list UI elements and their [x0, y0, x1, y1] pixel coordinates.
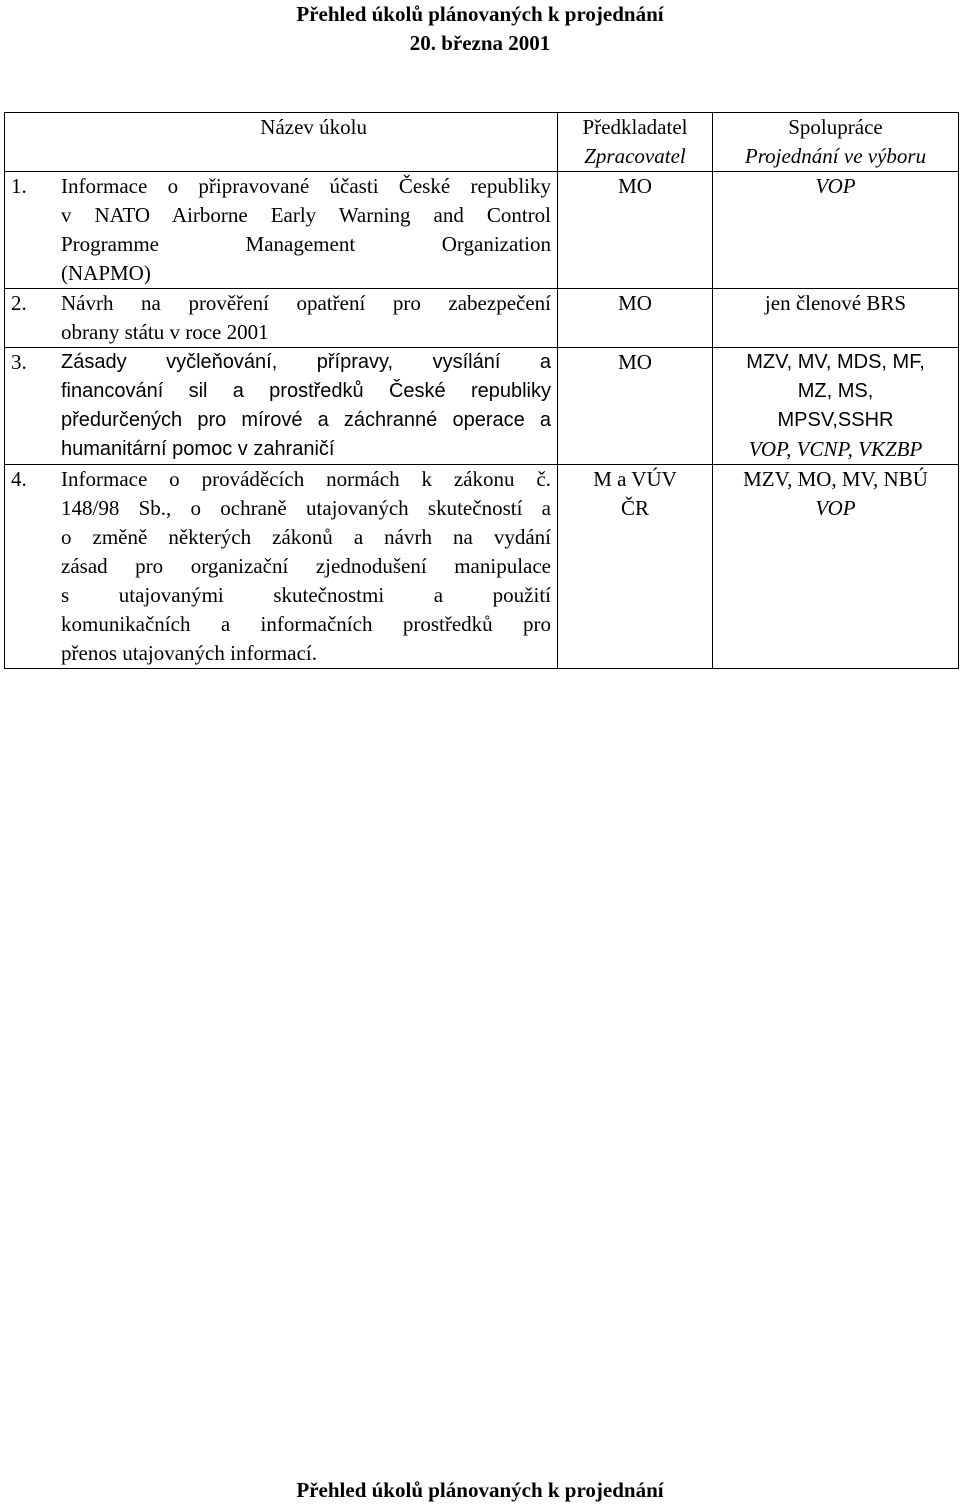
- column-header-cooperation: Spolupráce: [788, 115, 883, 139]
- task-cell: [5, 348, 558, 465]
- task-line: Informace o připravované účasti České republiky: [61, 174, 551, 198]
- table-header-row: [5, 113, 959, 172]
- page-title-block: [0, 0, 960, 58]
- task-number: 2.: [11, 291, 27, 315]
- submitter-cell: [558, 465, 713, 669]
- cooperation-value: MZ, MS,: [797, 380, 874, 402]
- header-name-cell: [5, 113, 558, 172]
- page-title: Přehled úkolů plánovaných k projednání: [296, 2, 664, 26]
- task-line: s utajovanými skutečnostmi a použití: [61, 583, 551, 607]
- header-cooperation-cell: [713, 113, 959, 172]
- column-header-processor: Zpracovatel: [584, 144, 686, 168]
- page-date: 20. března 2001: [409, 31, 551, 55]
- committee-value: VOP, VCNP, VKZBP: [748, 437, 923, 461]
- submitter-value: ČR: [620, 496, 649, 520]
- task-line: humanitární pomoc v zahraničí: [61, 438, 335, 460]
- cooperation-value: jen členové BRS: [764, 291, 907, 315]
- task-line: v NATO Airborne Early Warning and Control: [61, 203, 551, 227]
- submitter-value: MO: [618, 350, 652, 374]
- table-row: [5, 172, 959, 289]
- cooperation-cell: [713, 348, 959, 465]
- task-line: o změně některých zákonů a návrh na vydání: [61, 525, 551, 549]
- task-line: předurčených pro mírové a záchranné operace a: [61, 409, 551, 431]
- task-number: 4.: [11, 467, 27, 491]
- footer-title: Přehled úkolů plánovaných k projednání: [296, 1478, 664, 1502]
- submitter-cell: [558, 289, 713, 348]
- task-cell: [5, 289, 558, 348]
- submitter-value: MO: [618, 174, 652, 198]
- header-submitter-cell: [558, 113, 713, 172]
- cooperation-value: MZV, MV, MDS, MF,: [746, 351, 925, 373]
- cooperation-cell: [713, 289, 959, 348]
- task-line: Programme Management Organization: [61, 232, 551, 256]
- table-row: [5, 289, 959, 348]
- task-line: zásad pro organizační zjednodušení manipulace: [61, 554, 551, 578]
- task-line: 148/98 Sb., o ochraně utajovaných skutečností a: [61, 496, 551, 520]
- cooperation-cell: [713, 172, 959, 289]
- cooperation-value: MZV, MO, MV, NBÚ: [743, 467, 928, 491]
- task-cell: [5, 465, 558, 669]
- task-text: [61, 348, 553, 464]
- column-header-name: Název úkolu: [260, 115, 367, 139]
- task-line: Návrh na prověření opatření pro zabezpečení: [61, 291, 551, 315]
- task-line: Zásady vyčleňování, přípravy, vysílání a: [61, 351, 551, 373]
- task-text: [61, 172, 553, 288]
- task-number: 3.: [11, 350, 27, 374]
- submitter-cell: [558, 348, 713, 465]
- committee-value: VOP: [815, 496, 856, 520]
- submitter-value: M a VÚV: [593, 467, 677, 491]
- task-line: Informace o prováděcích normách k zákonu č.: [61, 467, 551, 491]
- table-row: [5, 348, 959, 465]
- cooperation-cell: [713, 465, 959, 669]
- task-text: [61, 289, 553, 347]
- tasks-table: [4, 112, 959, 669]
- column-header-submitter: Předkladatel: [582, 115, 688, 139]
- cooperation-value: MPSV,SSHR: [777, 409, 894, 431]
- table-row: [5, 465, 959, 669]
- submitter-value: MO: [618, 291, 652, 315]
- task-line: (NAPMO): [61, 261, 151, 285]
- task-number: 1.: [11, 174, 27, 198]
- task-line: přenos utajovaných informací.: [61, 641, 317, 665]
- submitter-cell: [558, 172, 713, 289]
- task-line: obrany státu v roce 2001: [61, 320, 269, 344]
- column-header-committee: Projednání ve výboru: [744, 144, 927, 168]
- task-text: [61, 465, 553, 668]
- task-line: komunikačních a informačních prostředků pro: [61, 612, 551, 636]
- committee-value: VOP: [815, 174, 856, 198]
- task-cell: [5, 172, 558, 289]
- task-line: financování sil a prostředků České republiky: [61, 380, 551, 402]
